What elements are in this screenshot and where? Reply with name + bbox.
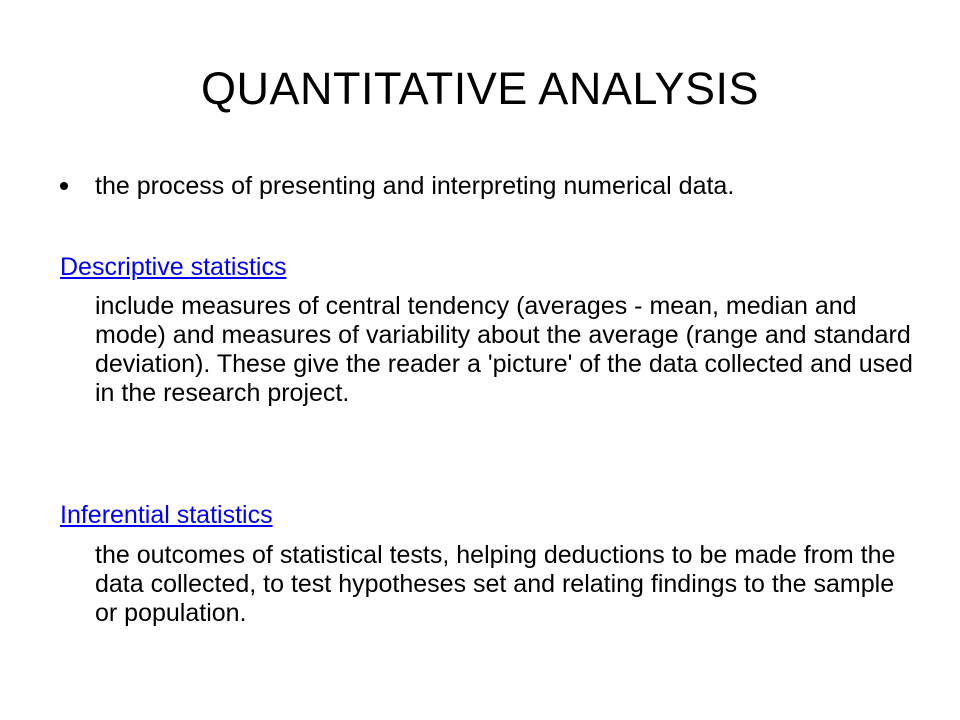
inferential-statistics-link[interactable]: Inferential statistics bbox=[60, 501, 273, 529]
inferential-statistics-description: the outcomes of statistical tests, helping deductions to be made from the data collected, to test hypotheses set and relating findings to the sample or population. bbox=[95, 541, 896, 627]
descriptive-statistics-link[interactable]: Descriptive statistics bbox=[60, 253, 287, 281]
descriptive-statistics-description: include measures of central tendency (averages - mean, median and mode) and measures of variability about the average (range and standard deviation). These give the reader a 'picture' of the data collected and used in the research project. bbox=[95, 292, 913, 407]
bullet-text: the process of presenting and interpreting numerical data. bbox=[95, 172, 735, 200]
bullet-dot-icon bbox=[60, 182, 68, 190]
slide-title: QUANTITATIVE ANALYSIS bbox=[200, 63, 760, 114]
